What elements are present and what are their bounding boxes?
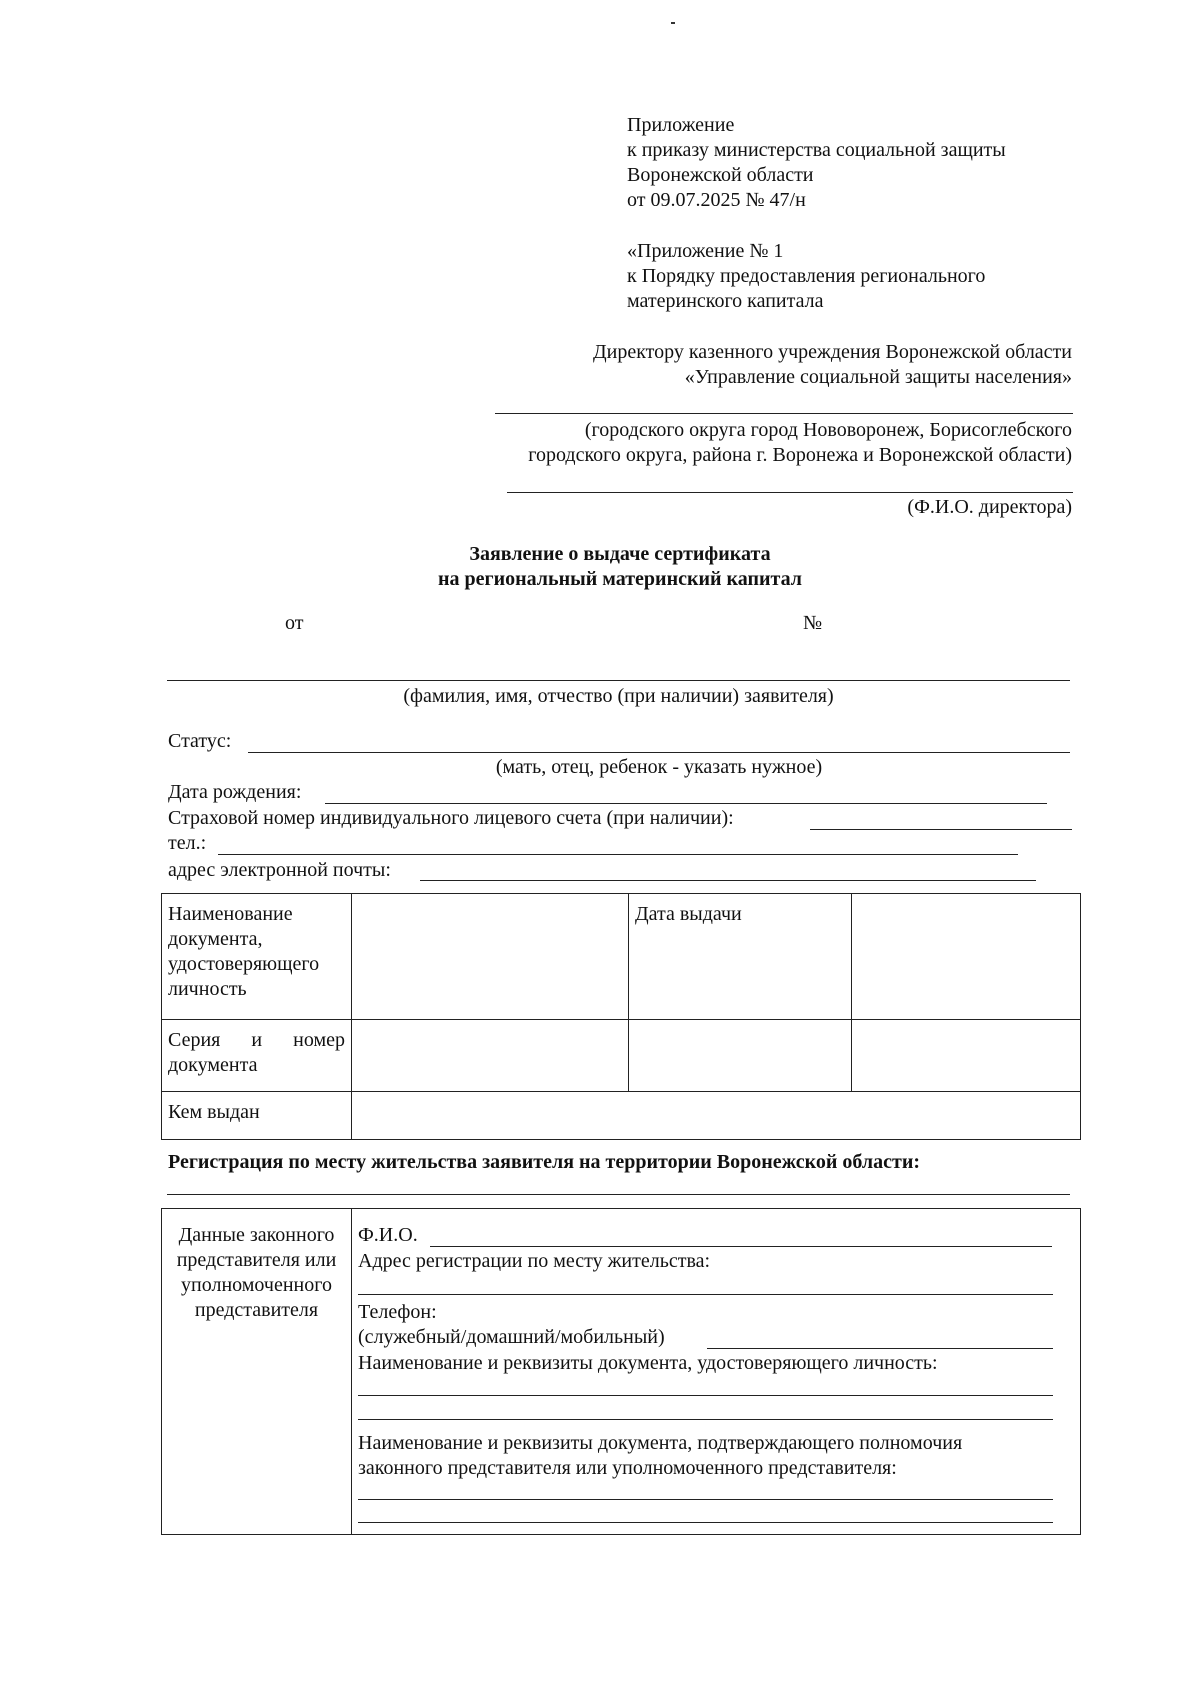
rep-phone-label: Телефон: xyxy=(358,1301,437,1323)
phone-label: тел.: xyxy=(168,832,207,854)
appendix-line: от 09.07.2025 № 47/н xyxy=(627,189,806,211)
rep-phone-types: (служебный/домашний/мобильный) xyxy=(358,1326,665,1348)
snils-field[interactable] xyxy=(810,829,1072,830)
representative-details-cell xyxy=(352,1209,1081,1535)
rep-phone-field[interactable] xyxy=(707,1348,1053,1349)
appendix-block xyxy=(627,113,1107,213)
issue-date-label-cell: Дата выдачи xyxy=(629,894,852,1020)
status-hint: (мать, отец, ребенок - указать нужное) xyxy=(495,756,823,778)
email-field[interactable] xyxy=(420,880,1036,881)
applicant-fio-hint: (фамилия, имя, отчество (при наличии) заявителя) xyxy=(403,685,834,707)
issued-by-value-cell[interactable] xyxy=(352,1092,1081,1140)
representative-table xyxy=(161,1208,1081,1535)
series-number-label-cell: Серия и номер документа xyxy=(162,1020,352,1092)
doc-name-value-cell[interactable] xyxy=(352,894,629,1020)
appendix-procedure-block xyxy=(627,239,1107,314)
representative-label-cell: Данные законного представителя или уполномоченного представителя xyxy=(162,1209,352,1535)
rep-fio-label: Ф.И.О. xyxy=(358,1224,418,1246)
series-number-extra-cell[interactable] xyxy=(629,1020,852,1092)
addressee-line: «Управление социальной защиты населения» xyxy=(684,366,1072,388)
director-hint: (Ф.И.О. директора) xyxy=(907,496,1072,518)
addressee-line: Директору казенного учреждения Воронежской области xyxy=(593,341,1072,363)
rep-id-doc-label: Наименование и реквизиты документа, удостоверяющего личность: xyxy=(358,1352,938,1374)
appendix-line: к приказу министерства социальной защиты xyxy=(627,139,1006,161)
applicant-fio-field[interactable] xyxy=(167,680,1070,681)
district-underline[interactable] xyxy=(495,413,1073,414)
issued-by-label-cell: Кем выдан xyxy=(162,1092,352,1140)
appendix-line: Воронежской области xyxy=(627,164,814,186)
rep-authority-doc-field-1[interactable] xyxy=(358,1499,1053,1500)
scan-speck xyxy=(671,22,675,24)
addressee-block xyxy=(450,340,1072,390)
appendix-line: материнского капитала xyxy=(627,290,824,312)
number-label: № xyxy=(803,612,823,634)
registration-heading: Регистрация по месту жительства заявителя на территории Воронежской области: xyxy=(168,1151,921,1173)
doc-name-label-cell: Наименование документа, удостоверяющего личность xyxy=(162,894,352,1020)
birth-date-label: Дата рождения: xyxy=(168,781,302,803)
status-field[interactable] xyxy=(248,752,1070,753)
date-label: от xyxy=(285,612,304,634)
rep-fio-field[interactable] xyxy=(430,1246,1052,1247)
snils-label: Страховой номер индивидуального лицевого счета (при наличии): xyxy=(168,807,734,829)
district-hint: (городского округа город Нововоронеж, Борисоглебского городского округа, района г. Воронежа и Воронежской области) xyxy=(528,419,1072,466)
rep-address-label: Адрес регистрации по месту жительства: xyxy=(358,1250,711,1272)
series-number-extra-cell-2[interactable] xyxy=(852,1020,1081,1092)
rep-id-doc-field-1[interactable] xyxy=(358,1395,1053,1396)
registration-field[interactable] xyxy=(167,1194,1070,1195)
rep-id-doc-field-2[interactable] xyxy=(358,1419,1053,1420)
email-label: адрес электронной почты: xyxy=(168,859,391,881)
rep-authority-doc-label: Наименование и реквизиты документа, подтверждающего полномочия законного представителя или уполномоченного представителя: xyxy=(358,1432,963,1479)
form-title: Заявление о выдаче сертификата на региональный материнский капитал xyxy=(437,543,803,590)
appendix-line: Приложение xyxy=(627,114,735,136)
id-document-table xyxy=(161,893,1081,1140)
phone-field[interactable] xyxy=(218,854,1018,855)
director-underline[interactable] xyxy=(507,492,1073,493)
status-label: Статус: xyxy=(168,730,232,752)
appendix-line: к Порядку предоставления регионального xyxy=(627,265,986,287)
issue-date-value-cell[interactable] xyxy=(852,894,1081,1020)
rep-address-field[interactable] xyxy=(358,1294,1053,1295)
series-number-value-cell[interactable] xyxy=(352,1020,629,1092)
appendix-line: «Приложение № 1 xyxy=(627,240,784,262)
rep-authority-doc-field-2[interactable] xyxy=(358,1522,1053,1523)
birth-date-field[interactable] xyxy=(325,803,1047,804)
